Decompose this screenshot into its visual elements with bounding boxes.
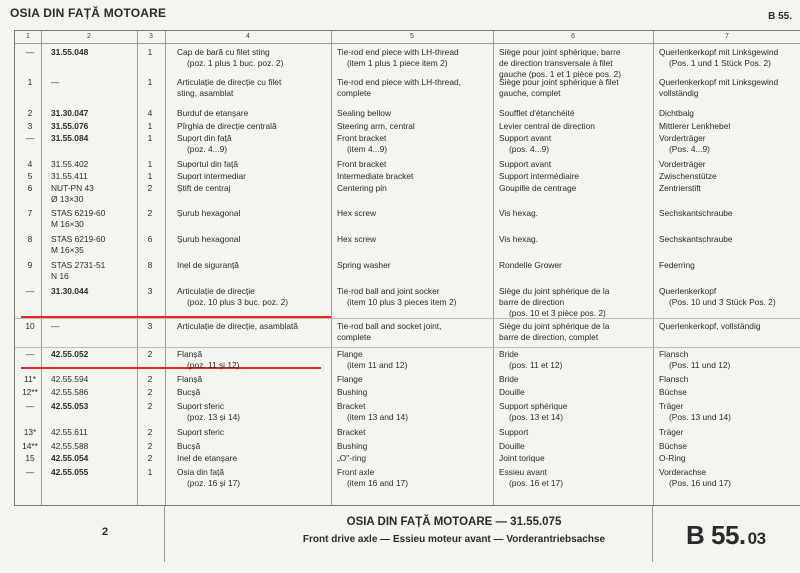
row-desc-de: Federring xyxy=(659,260,695,270)
row-desc-fr: Siège du joint sphérique de la xyxy=(499,321,610,331)
row-ref: 13* xyxy=(23,427,37,437)
row-desc-en: Tie-rod ball and joint socker xyxy=(337,286,440,296)
row-desc-ro: Articulație de direcție xyxy=(177,286,255,296)
footer-code-sub: 03 xyxy=(747,529,766,548)
row-desc-fr: Essieu avant xyxy=(499,467,547,477)
row-desc-en: Hex screw xyxy=(337,234,377,244)
row-desc-en: Tie-rod ball and socket joint, xyxy=(337,321,442,331)
row-desc-en: (item 11 and 12) xyxy=(347,360,408,370)
row-desc-ro: Bucșă xyxy=(177,441,201,451)
row-desc-ro: Flanșă xyxy=(177,374,203,384)
row-desc-fr: Siège du joint sphérique de la xyxy=(499,286,610,296)
row-ref: 4 xyxy=(27,159,33,169)
red-underline-annotation xyxy=(21,367,321,369)
row-desc-ro: Suport din față xyxy=(177,133,232,143)
row-desc-fr: (pos. 4...9) xyxy=(509,144,550,154)
footer-subtitle: Front drive axle — Essieu moteur avant — Vorderantriebsachse xyxy=(302,534,606,545)
row-desc-de: Zentrierstift xyxy=(659,183,701,193)
row-ref: — xyxy=(25,286,35,296)
row-desc-fr: barre de direction, complet xyxy=(499,332,599,342)
row-quantity: 2 xyxy=(147,183,153,193)
row-desc-fr: Support sphérique xyxy=(499,401,568,411)
row-ref: 6 xyxy=(27,183,33,193)
row-desc-ro: Inel de etanșare xyxy=(177,453,238,463)
column-divider xyxy=(493,31,494,506)
row-desc-ro: Suport sferic xyxy=(177,427,225,437)
row-desc-en: Tie-rod end piece with LH-thread, xyxy=(337,77,461,87)
row-quantity: 1 xyxy=(147,121,153,131)
row-desc-ro: Șurub hexagonal xyxy=(177,208,241,218)
row-quantity: 2 xyxy=(147,441,153,451)
row-desc-de: (Pos. 10 und 3 Stück Pos. 2) xyxy=(669,297,776,307)
footer-title: OSIA DIN FAȚĂ MOTOARE — 31.55.075 xyxy=(346,516,562,528)
row-desc-fr: Support avant xyxy=(499,159,552,169)
row-desc-en: Bracket xyxy=(337,401,366,411)
row-desc-ro: Flanșă xyxy=(177,349,203,359)
row-desc-de: Sechskantschraube xyxy=(659,234,733,244)
row-desc-ro: Știft de centraj xyxy=(177,183,231,193)
column-number-1: 1 xyxy=(26,33,30,40)
row-desc-ro: Articulație de direcție cu filet xyxy=(177,77,282,87)
row-desc-de: Flansch xyxy=(659,374,689,384)
row-desc-en: Front axle xyxy=(337,467,375,477)
row-desc-ro: (poz. 10 plus 3 buc. poz. 2) xyxy=(187,297,289,307)
column-divider xyxy=(653,31,654,506)
row-quantity: 2 xyxy=(147,427,153,437)
header-divider xyxy=(15,43,800,44)
row-ref: 7 xyxy=(27,208,33,218)
row-quantity: 1 xyxy=(147,171,153,181)
row-part-number: 42.55.611 xyxy=(51,427,88,437)
row-desc-de: Zwischenstütze xyxy=(659,171,717,181)
row-desc-de: (Pos. 1 und 1 Stück Pos. 2) xyxy=(669,58,771,68)
row-desc-de: Querlenkerkopf mit Linksgewind xyxy=(659,77,779,87)
row-desc-de: vollständig xyxy=(659,88,699,98)
row-desc-fr: Joint torique xyxy=(499,453,545,463)
row-ref: 10 xyxy=(25,321,35,331)
row-ref: — xyxy=(25,133,35,143)
row-desc-en: „O"-ring xyxy=(337,453,367,463)
row-part-number: 31.55.411 xyxy=(51,171,88,181)
column-number-3: 3 xyxy=(149,33,153,40)
row-desc-fr: Douille xyxy=(499,387,525,397)
row-desc-fr: Levier central de direction xyxy=(499,121,595,131)
footer-code-main: B 55. xyxy=(686,520,746,550)
row-desc-de: Querlenkerkopf, vollständig xyxy=(659,321,761,331)
row-desc-fr: Goupille de centrage xyxy=(499,183,577,193)
row-ref: — xyxy=(25,467,35,477)
footer-page-number: 2 xyxy=(102,526,109,538)
row-desc-fr: (pos. 13 et 14) xyxy=(509,412,564,422)
row-desc-ro: Pîrghia de direcție centrală xyxy=(177,121,277,131)
row-desc-en: Centering pin xyxy=(337,183,387,193)
row-quantity: 6 xyxy=(147,234,153,244)
page-header-ref: B 55. xyxy=(768,11,792,22)
row-part-number: — xyxy=(51,321,60,331)
row-desc-ro: (poz. 13 și 14) xyxy=(187,412,241,422)
column-number-7: 7 xyxy=(725,33,729,40)
row-desc-de: Flansch xyxy=(659,349,689,359)
row-desc-ro: sting, asamblat xyxy=(177,88,234,98)
row-ref: 14** xyxy=(22,441,38,451)
red-underline-annotation xyxy=(21,316,331,318)
row-ref: 15 xyxy=(25,453,35,463)
row-desc-fr: Vis hexag. xyxy=(499,208,538,218)
row-desc-de: Sechskantschraube xyxy=(659,208,733,218)
row-desc-en: Spring washer xyxy=(337,260,391,270)
row-part-number: 31.55.076 xyxy=(51,121,89,131)
row-desc-ro: (poz. 1 plus 1 buc. poz. 2) xyxy=(187,58,284,68)
row-part-number: — xyxy=(51,77,60,87)
row-desc-fr: Support intermédiaire xyxy=(499,171,580,181)
row-desc-fr: Douille xyxy=(499,441,525,451)
row-desc-en: (item 16 and 17) xyxy=(347,478,408,488)
row-desc-en: Hex screw xyxy=(337,208,377,218)
row-desc-en: complete xyxy=(337,88,371,98)
footer xyxy=(14,505,800,562)
row-desc-de: Querlenkerkopf xyxy=(659,286,717,296)
row-desc-fr: Siège pour joint sphérique à filet xyxy=(499,77,619,87)
row-part-number: 31.30.047 xyxy=(51,108,89,118)
row-desc-ro: Osia din față xyxy=(177,467,225,477)
row-desc-en: (item 10 plus 3 pieces item 2) xyxy=(347,297,457,307)
footer-section-code xyxy=(686,520,766,551)
row-desc-en: Tie-rod end piece with LH-thread xyxy=(337,47,459,57)
row-ref: 3 xyxy=(27,121,33,131)
column-number-6: 6 xyxy=(571,33,575,40)
row-desc-de: (Pos. 4...9) xyxy=(669,144,710,154)
row-desc-ro: Suport intermediar xyxy=(177,171,246,181)
row-desc-en: (item 1 plus 1 piece item 2) xyxy=(347,58,448,68)
page-header-title: OSIA DIN FAȚĂ MOTOARE xyxy=(10,6,167,20)
column-divider xyxy=(165,31,166,506)
row-part-number: STAS 6219-60 M 16×35 xyxy=(51,234,106,255)
row-desc-fr: de direction transversale à filet xyxy=(499,58,613,68)
row-desc-de: Querlenkerkopf mit Linksgewind xyxy=(659,47,779,57)
row-quantity: 1 xyxy=(147,159,153,169)
row-desc-de: (Pos. 16 und 17) xyxy=(669,478,731,488)
row-desc-en: Flange xyxy=(337,374,363,384)
row-desc-fr: Bride xyxy=(499,374,519,384)
row-part-number: 31.55.084 xyxy=(51,133,89,143)
row-desc-en: Flange xyxy=(337,349,363,359)
row-quantity: 3 xyxy=(147,286,153,296)
row-desc-ro: Articulație de direcție, asamblată xyxy=(177,321,299,331)
row-part-number: 31.55.402 xyxy=(51,159,89,169)
row-ref: 12** xyxy=(22,387,38,397)
row-desc-fr: Support avant xyxy=(499,133,552,143)
row-desc-en: Front bracket xyxy=(337,159,387,169)
row-desc-en: Bushing xyxy=(337,387,368,397)
row-quantity: 2 xyxy=(147,374,153,384)
row-desc-ro: Inel de siguranță xyxy=(177,260,239,270)
row-desc-de: Büchse xyxy=(659,441,687,451)
row-desc-fr: barre de direction xyxy=(499,297,565,307)
parts-table xyxy=(14,30,800,506)
row-part-number: STAS 2731-51 N 16 xyxy=(51,260,106,281)
row-desc-de: Dichtbalg xyxy=(659,108,694,118)
row-ref: — xyxy=(25,47,35,57)
row-desc-en: Bracket xyxy=(337,427,366,437)
row-desc-fr: Bride xyxy=(499,349,519,359)
row-quantity: 2 xyxy=(147,208,153,218)
row-part-number: STAS 6219-60 M 16×30 xyxy=(51,208,106,229)
row-desc-ro: (poz. 16 și 17) xyxy=(187,478,241,488)
row-quantity: 3 xyxy=(147,321,153,331)
row-desc-fr: Soufflet d'étanchéité xyxy=(499,108,575,118)
row-quantity: 2 xyxy=(147,453,153,463)
row-desc-en: (item 13 and 14) xyxy=(347,412,408,422)
row-quantity: 2 xyxy=(147,349,153,359)
row-desc-de: (Pos. 13 und 14) xyxy=(669,412,731,422)
row-ref: — xyxy=(25,401,35,411)
row-ref: 5 xyxy=(27,171,33,181)
row-part-number: 31.30.044 xyxy=(51,286,89,296)
row-desc-en: Steering arm, central xyxy=(337,121,415,131)
row-desc-de: (Pos. 11 und 12) xyxy=(669,360,731,370)
row-ref: 11* xyxy=(24,374,36,384)
footer-divider xyxy=(164,506,165,562)
row-part-number: 42.55.055 xyxy=(51,467,89,477)
row-desc-de: Träger xyxy=(659,401,684,411)
row-desc-fr: (pos. 10 et 3 pièce pos. 2) xyxy=(509,308,606,318)
row-part-number: 31.55.048 xyxy=(51,47,89,57)
row-desc-ro: Șurub hexagonal xyxy=(177,234,241,244)
row-desc-en: Bushing xyxy=(337,441,368,451)
row-desc-en: Front bracket xyxy=(337,133,387,143)
row-desc-ro: (poz. 11 și 12) xyxy=(187,360,240,370)
row-desc-en: Sealing bellow xyxy=(337,108,392,118)
row-part-number: 42.55.588 xyxy=(51,441,89,451)
row-desc-fr: gauche, complet xyxy=(499,88,561,98)
row-quantity: 1 xyxy=(147,47,153,57)
row-part-number: 42.55.054 xyxy=(51,453,89,463)
row-desc-de: O-Ring xyxy=(659,453,686,463)
row-desc-ro: Suport sferic xyxy=(177,401,225,411)
row-ref: 8 xyxy=(27,234,33,244)
row-part-number: 42.55.052 xyxy=(51,349,89,359)
row-ref: — xyxy=(25,349,35,359)
row-divider xyxy=(15,347,800,348)
row-desc-ro: (poz. 4...9) xyxy=(187,144,228,154)
row-ref: 2 xyxy=(27,108,33,118)
row-quantity: 4 xyxy=(147,108,153,118)
row-desc-fr: (pos. 11 et 12) xyxy=(509,360,563,370)
row-desc-fr: Support xyxy=(499,427,529,437)
row-ref: 1 xyxy=(27,77,33,87)
row-quantity: 2 xyxy=(147,401,153,411)
column-divider xyxy=(137,31,138,506)
row-desc-fr: Rondelle Grower xyxy=(499,260,562,270)
row-desc-de: Büchse xyxy=(659,387,687,397)
row-desc-de: Träger xyxy=(659,427,684,437)
row-desc-fr: Vis hexag. xyxy=(499,234,538,244)
row-divider xyxy=(15,318,800,319)
row-desc-ro: Cap de bară cu filet sting xyxy=(177,47,270,57)
row-desc-de: Mittlerer Lenkhebel xyxy=(659,121,731,131)
row-desc-de: Vorderträger xyxy=(659,159,706,169)
column-divider xyxy=(41,31,42,506)
row-part-number: 42.55.594 xyxy=(51,374,89,384)
row-quantity: 1 xyxy=(147,133,153,143)
row-part-number: 42.55.053 xyxy=(51,401,89,411)
row-quantity: 2 xyxy=(147,387,153,397)
row-quantity: 1 xyxy=(147,77,153,87)
row-part-number: 42.55.586 xyxy=(51,387,89,397)
row-desc-en: complete xyxy=(337,332,371,342)
row-desc-de: Vorderachse xyxy=(659,467,707,477)
row-desc-fr: (pos. 16 et 17) xyxy=(509,478,564,488)
row-desc-en: (item 4...9) xyxy=(347,144,388,154)
row-part-number: NUT-PN 43 Ø 13×30 xyxy=(51,183,94,204)
row-desc-fr: gauche (pos. 1 et 1 pièce pos. 2) xyxy=(499,69,621,79)
row-desc-en: Intermediate bracket xyxy=(337,171,414,181)
column-number-4: 4 xyxy=(246,33,250,40)
column-divider xyxy=(331,31,332,506)
column-number-5: 5 xyxy=(410,33,414,40)
row-quantity: 8 xyxy=(147,260,153,270)
row-ref: 9 xyxy=(27,260,33,270)
row-desc-ro: Bucșă xyxy=(177,387,201,397)
row-desc-fr: Siège pour joint sphérique, barre xyxy=(499,47,621,57)
row-desc-ro: Burduf de etanșare xyxy=(177,108,249,118)
row-quantity: 1 xyxy=(147,467,153,477)
row-desc-ro: Suportul din față xyxy=(177,159,238,169)
row-desc-de: Vorderträger xyxy=(659,133,706,143)
column-number-2: 2 xyxy=(87,33,91,40)
